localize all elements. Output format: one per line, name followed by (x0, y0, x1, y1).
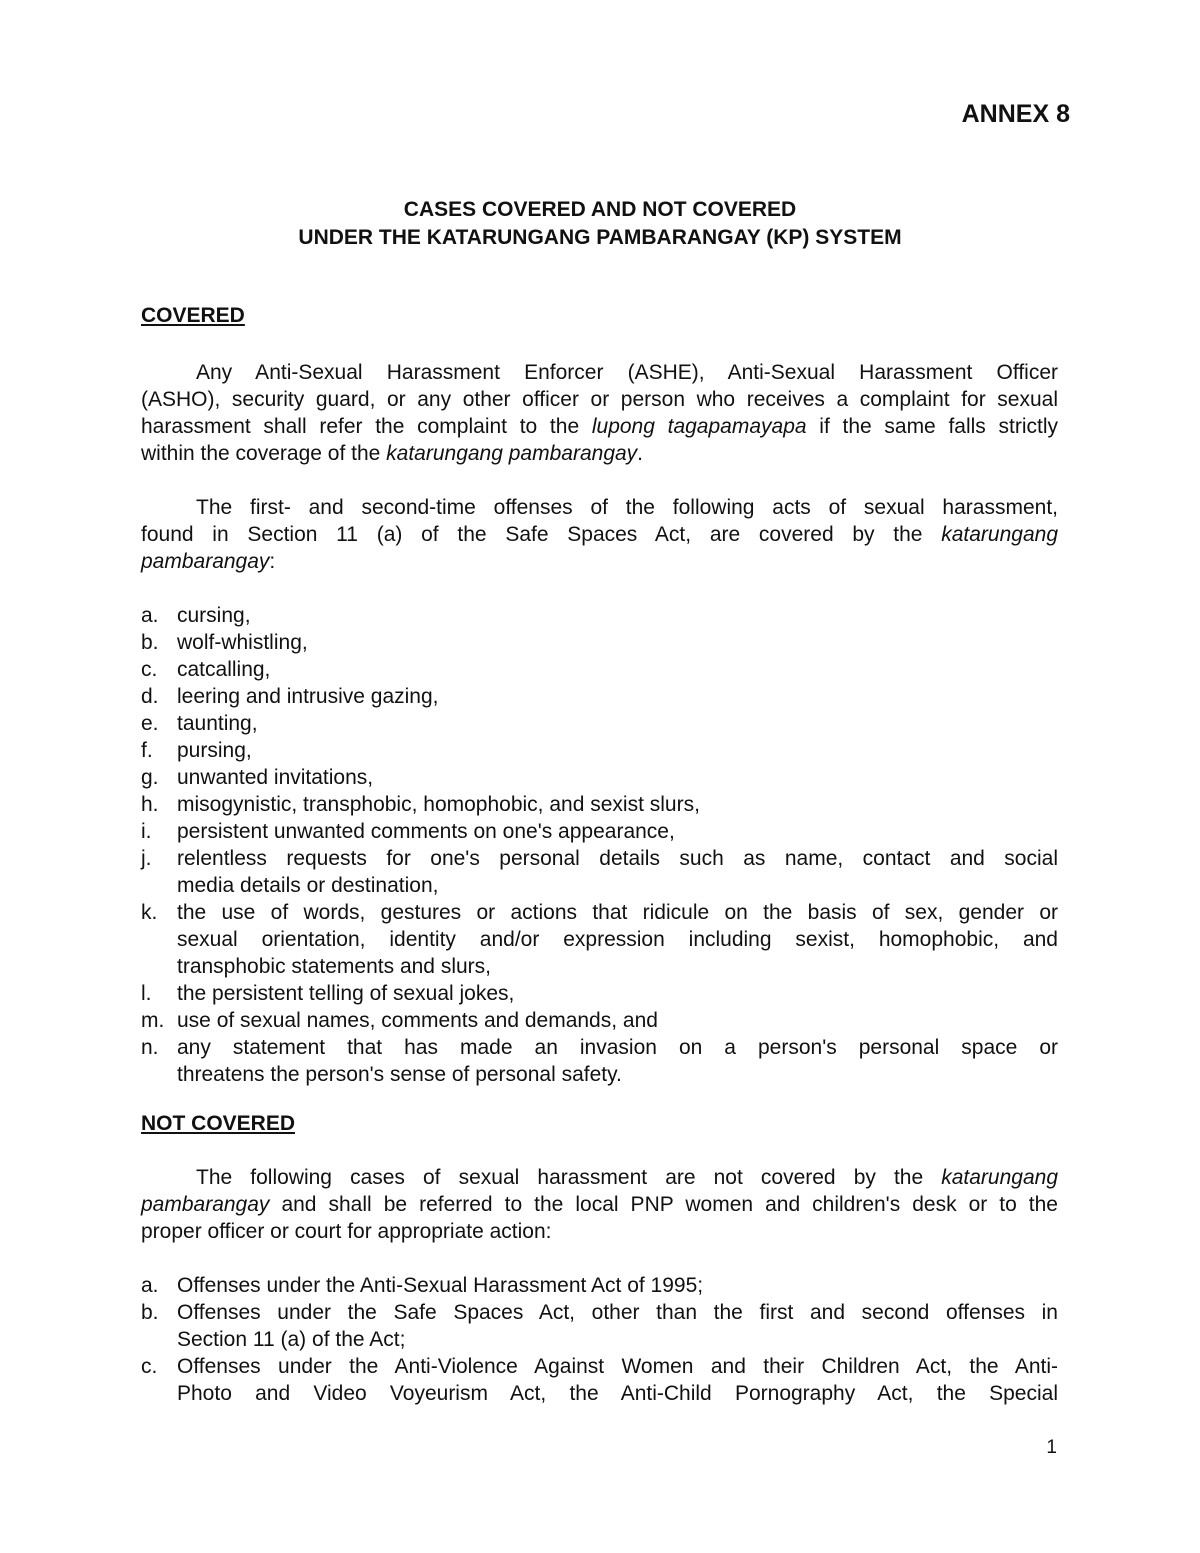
italic-term-katarungang: katarungang (941, 1166, 1058, 1189)
list-item-text (177, 683, 1058, 710)
list-item (141, 818, 1058, 845)
annex-label: ANNEX 8 (961, 100, 1070, 128)
list-item-line: misogynistic, transphobic, homophobic, and sexist slurs, (177, 793, 700, 816)
paragraph-line (141, 440, 1058, 467)
text-run: if the same falls strictly (806, 415, 1058, 438)
list-item-marker: m. (141, 1009, 165, 1032)
list-item (141, 710, 1058, 737)
not-covered-heading: NOT COVERED (141, 1112, 296, 1135)
list-item-line: wolf-whistling, (177, 631, 308, 654)
document-title-line-2: UNDER THE KATARUNGANG PAMBARANGAY (KP) SYSTEM (298, 226, 902, 249)
list-item (141, 737, 1058, 764)
paragraph-line (141, 413, 1058, 440)
italic-term-lupong: lupong tagapamayapa (591, 415, 807, 438)
list-item-marker: b. (141, 631, 159, 654)
list-item-text (177, 980, 1058, 1007)
list-item-line: media details or destination, (177, 874, 439, 897)
paragraph-line (141, 1164, 1058, 1191)
list-item (141, 1353, 1058, 1407)
list-item-line: catcalling, (177, 658, 271, 681)
list-item (141, 629, 1058, 656)
list-item-line: Offenses under the Safe Spaces Act, other than the first and second offenses in (177, 1301, 1058, 1324)
list-item-marker: e. (141, 712, 159, 735)
list-item-marker: f. (141, 739, 153, 762)
paragraph-line: proper officer or court for appropriate action: (141, 1220, 552, 1243)
list-item-line: use of sexual names, comments and demands, and (177, 1009, 658, 1032)
list-item (141, 899, 1058, 980)
text-run: : (269, 550, 276, 573)
list-item (141, 791, 1058, 818)
list-item-line: persistent unwanted comments on one's appearance, (177, 820, 675, 843)
covered-paragraph-1 (141, 359, 1058, 467)
list-item (141, 1272, 1058, 1299)
text-run: harassment shall refer the complaint to the (141, 415, 592, 438)
list-item-marker: l. (141, 982, 152, 1005)
list-item-text (177, 656, 1058, 683)
paragraph-line (141, 521, 1058, 548)
italic-term-pambarangay: pambarangay (141, 550, 270, 573)
list-item (141, 980, 1058, 1007)
covered-acts-list (141, 602, 1058, 1088)
text-run: and shall be referred to the local PNP women and children's desk or to the (269, 1193, 1058, 1216)
list-item-line: any statement that has made an invasion on a person's personal space or (177, 1036, 1058, 1059)
list-item-text (177, 899, 1058, 980)
list-item-marker: k. (141, 901, 158, 924)
paragraph-line (141, 548, 1058, 575)
list-item-line: pursing, (177, 739, 252, 762)
list-item-marker: h. (141, 793, 159, 816)
list-item (141, 1034, 1058, 1088)
list-item (141, 1007, 1058, 1034)
list-item-line: the persistent telling of sexual jokes, (177, 982, 515, 1005)
list-item-marker: i. (141, 820, 152, 843)
italic-term-pambarangay: pambarangay (141, 1193, 270, 1216)
list-item-marker: a. (141, 604, 159, 627)
list-item-marker: a. (141, 1274, 159, 1297)
list-item-text (177, 710, 1058, 737)
not-covered-offenses-list (141, 1272, 1058, 1407)
italic-term-katarungang: katarungang pambarangay (386, 442, 638, 465)
list-item-line: Photo and Video Voyeurism Act, the Anti-Child Pornography Act, the Special (177, 1382, 1058, 1405)
list-item-text (177, 845, 1058, 899)
list-item-line: Section 11 (a) of the Act; (177, 1328, 406, 1351)
list-item-text (177, 629, 1058, 656)
list-item-marker: g. (141, 766, 159, 789)
text-run: . (637, 442, 644, 465)
list-item-line: cursing, (177, 604, 251, 627)
list-item (141, 845, 1058, 899)
list-item-marker: b. (141, 1301, 159, 1324)
list-item-text (177, 818, 1058, 845)
not-covered-paragraph (141, 1164, 1058, 1245)
list-item-line: taunting, (177, 712, 258, 735)
paragraph-line: (ASHO), security guard, or any other officer or person who receives a complaint for sexual (141, 388, 1058, 411)
list-item (141, 683, 1058, 710)
list-item-text (177, 737, 1058, 764)
paragraph-line: The first- and second-time offenses of the following acts of sexual harassment, (196, 496, 1058, 519)
list-item (141, 764, 1058, 791)
list-item-line: Offenses under the Anti-Sexual Harassment Act of 1995; (177, 1274, 704, 1297)
text-run: The following cases of sexual harassment are not covered by the (196, 1166, 942, 1189)
text-run: found in Section 11 (a) of the Safe Spaces Act, are covered by the (141, 523, 942, 546)
document-title-line-1: CASES COVERED AND NOT COVERED (403, 198, 797, 221)
list-item (141, 602, 1058, 629)
list-item-text (177, 1299, 1058, 1353)
list-item-line: sexual orientation, identity and/or expression including sexist, homophobic, and (177, 928, 1058, 951)
list-item-line: unwanted invitations, (177, 766, 374, 789)
list-item-line: threatens the person's sense of personal safety. (177, 1063, 622, 1086)
list-item-text (177, 791, 1058, 818)
page-number: 1 (1046, 1437, 1057, 1458)
list-item-text (177, 1007, 1058, 1034)
list-item-marker: j. (141, 847, 152, 870)
list-item (141, 1299, 1058, 1353)
italic-term-katarungang: katarungang (941, 523, 1058, 546)
list-item-line: relentless requests for one's personal details such as name, contact and social (177, 847, 1058, 870)
paragraph-line (141, 1191, 1058, 1218)
list-item-text (177, 1353, 1058, 1407)
list-item-line: leering and intrusive gazing, (177, 685, 439, 708)
list-item-text (177, 602, 1058, 629)
list-item-text (177, 1272, 1058, 1299)
list-item-marker: n. (141, 1036, 159, 1059)
list-item-line: transphobic statements and slurs, (177, 955, 491, 978)
list-item-text (177, 764, 1058, 791)
list-item-text (177, 1034, 1058, 1088)
list-item-line: Offenses under the Anti-Violence Against Women and their Children Act, the Anti- (177, 1355, 1058, 1378)
covered-heading: COVERED (141, 304, 245, 327)
list-item-marker: c. (141, 1355, 158, 1378)
covered-paragraph-2 (141, 494, 1058, 575)
list-item-marker: c. (141, 658, 158, 681)
list-item-marker: d. (141, 685, 159, 708)
list-item-line: the use of words, gestures or actions that ridicule on the basis of sex, gender or (177, 901, 1058, 924)
text-run: within the coverage of the (141, 442, 387, 465)
list-item (141, 656, 1058, 683)
paragraph-line: Any Anti-Sexual Harassment Enforcer (ASHE), Anti-Sexual Harassment Officer (196, 361, 1058, 384)
